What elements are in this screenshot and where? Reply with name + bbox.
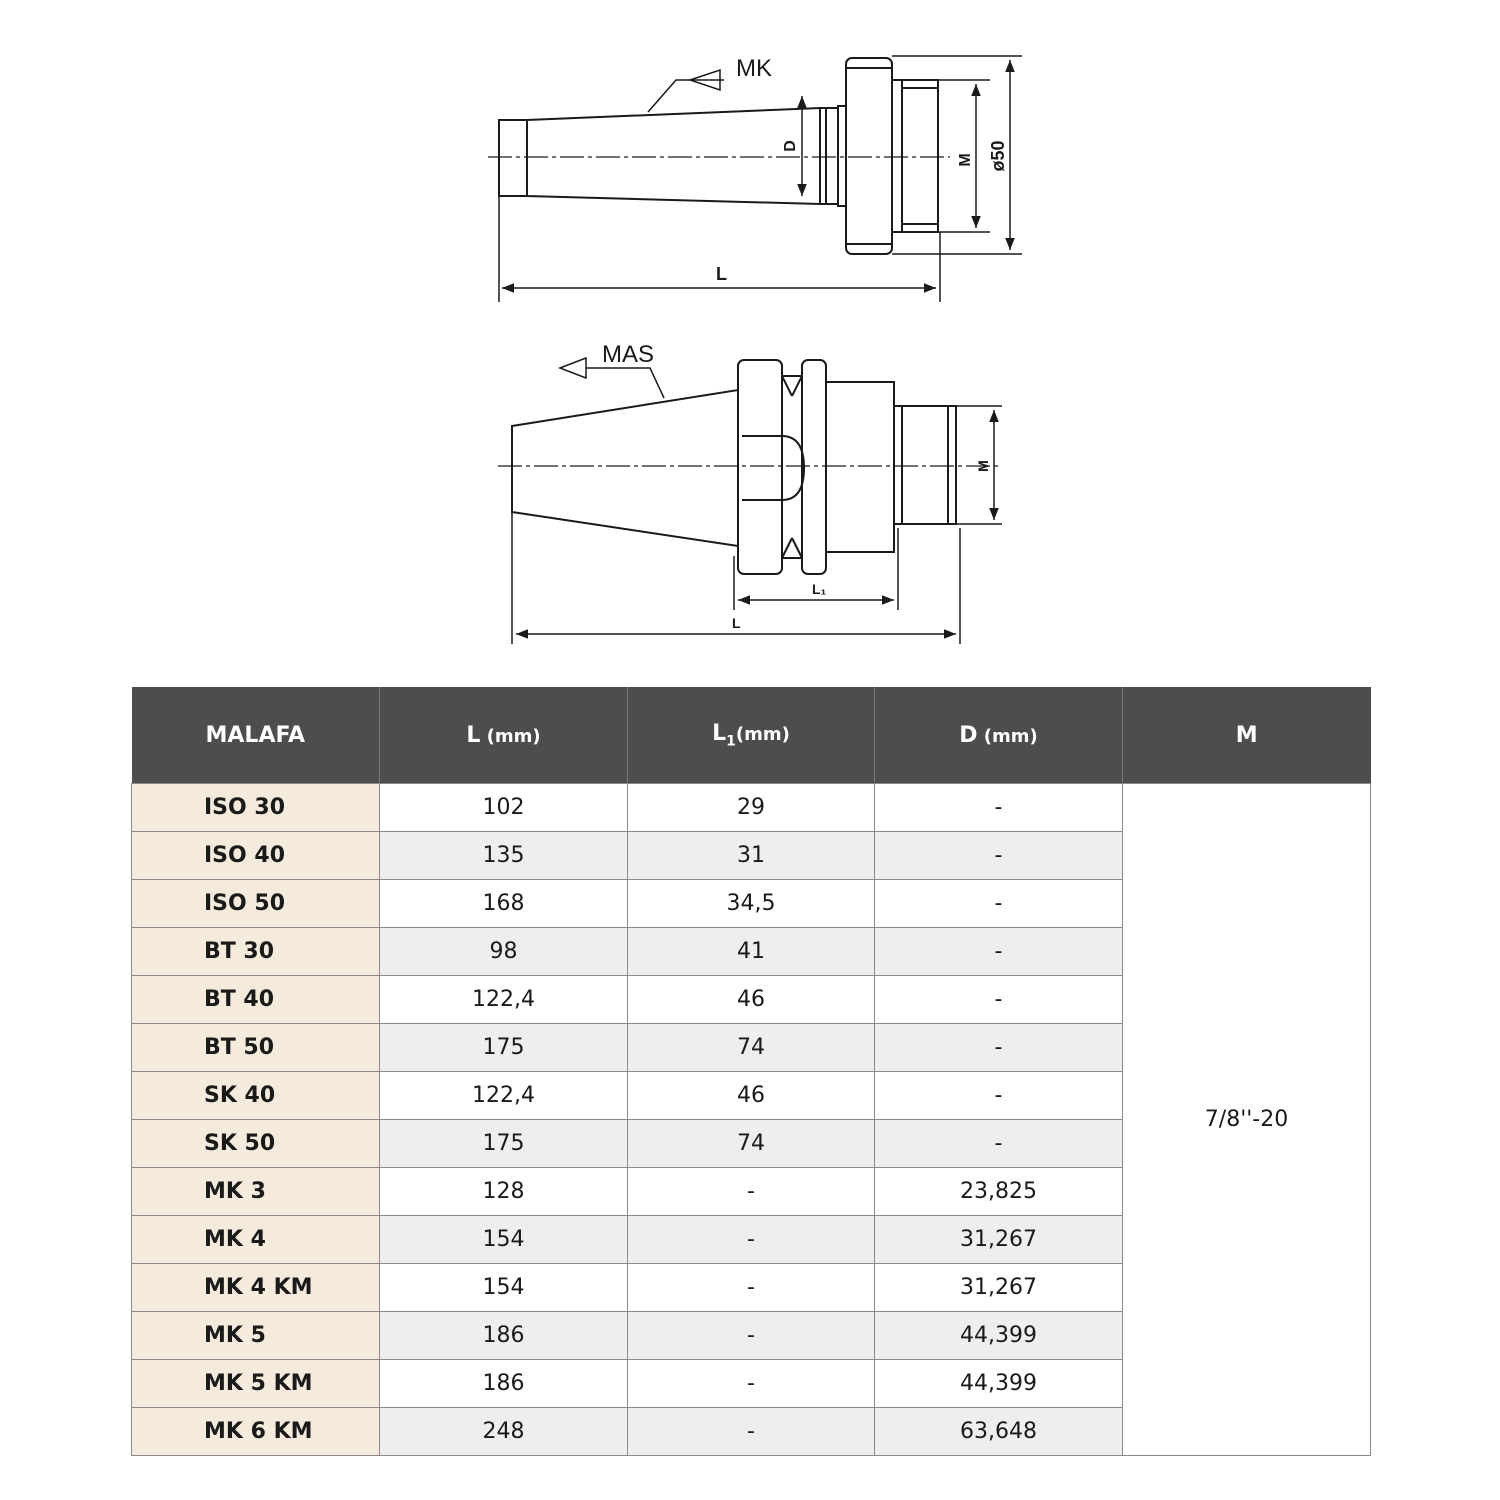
cell-l: 168	[380, 880, 628, 928]
mas-dim-m-label: M	[975, 460, 991, 472]
cell-name: BT 50	[132, 1024, 380, 1072]
cell-l: 154	[380, 1264, 628, 1312]
cell-name: MK 5	[132, 1312, 380, 1360]
cell-name: BT 40	[132, 976, 380, 1024]
cell-name: ISO 40	[132, 832, 380, 880]
cell-l1: 46	[628, 1072, 875, 1120]
mas-taper-label: MAS	[602, 341, 655, 368]
technical-drawings	[0, 0, 1500, 670]
mas-dim-l1-label: L₁	[812, 581, 827, 597]
cell-l1: 41	[628, 928, 875, 976]
cell-name: BT 30	[132, 928, 380, 976]
mk-dim-d-label: D	[782, 140, 799, 152]
cell-l1: 74	[628, 1120, 875, 1168]
cell-name: ISO 50	[132, 880, 380, 928]
cell-l: 186	[380, 1360, 628, 1408]
mas-dim-l-label: L	[732, 615, 741, 631]
mk-dim-diameter-label: ø50	[988, 140, 1008, 172]
cell-name: SK 50	[132, 1120, 380, 1168]
cell-d: -	[875, 928, 1123, 976]
mas-holder-drawing	[498, 358, 1002, 644]
cell-l: 102	[380, 784, 628, 832]
mk-holder-drawing	[488, 56, 1022, 302]
cell-name: SK 40	[132, 1072, 380, 1120]
header-l1: $L_1(mm)$	[628, 687, 875, 784]
cell-name: MK 4 KM	[132, 1264, 380, 1312]
cell-l1: 34,5	[628, 880, 875, 928]
mk-taper-label: MK	[736, 55, 772, 82]
cell-name: MK 3	[132, 1168, 380, 1216]
header-d: D (mm)	[875, 687, 1123, 784]
cell-name: MK 6 KM	[132, 1408, 380, 1456]
cell-l: 135	[380, 832, 628, 880]
cell-l: 122,4	[380, 976, 628, 1024]
cell-d: 63,648	[875, 1408, 1123, 1456]
cell-d: -	[875, 1120, 1123, 1168]
spec-table	[131, 687, 1371, 1456]
cell-name: MK 5 KM	[132, 1360, 380, 1408]
cell-l: 186	[380, 1312, 628, 1360]
header-malafa: MALAFA	[132, 687, 380, 784]
cell-l: 248	[380, 1408, 628, 1456]
cell-l: 128	[380, 1168, 628, 1216]
cell-l: 154	[380, 1216, 628, 1264]
cell-d: -	[875, 976, 1123, 1024]
cell-l1: 46	[628, 976, 875, 1024]
header-l: L (mm)	[380, 687, 628, 784]
header-m: M	[1123, 687, 1371, 784]
cell-d: -	[875, 1072, 1123, 1120]
cell-d: -	[875, 784, 1123, 832]
cell-l1: -	[628, 1360, 875, 1408]
cell-d: 44,399	[875, 1312, 1123, 1360]
table-header-row	[132, 687, 1371, 784]
cell-d: 31,267	[875, 1264, 1123, 1312]
cell-l1: 29	[628, 784, 875, 832]
cell-d: 31,267	[875, 1216, 1123, 1264]
cell-d: 44,399	[875, 1360, 1123, 1408]
cell-d: -	[875, 1024, 1123, 1072]
table-row	[132, 784, 1371, 832]
cell-l: 175	[380, 1024, 628, 1072]
mk-dim-m-label: M	[957, 153, 974, 167]
cell-name: ISO 30	[132, 784, 380, 832]
cell-l1: 74	[628, 1024, 875, 1072]
cell-name: MK 4	[132, 1216, 380, 1264]
cell-l: 122,4	[380, 1072, 628, 1120]
cell-l: 98	[380, 928, 628, 976]
cell-d: 23,825	[875, 1168, 1123, 1216]
cell-l1: -	[628, 1168, 875, 1216]
cell-l1: -	[628, 1216, 875, 1264]
cell-m-merged: 7/8''-20	[1123, 784, 1371, 1456]
cell-d: -	[875, 880, 1123, 928]
cell-l: 175	[380, 1120, 628, 1168]
cell-d: -	[875, 832, 1123, 880]
cell-l1: -	[628, 1408, 875, 1456]
cell-l1: 31	[628, 832, 875, 880]
cell-l1: -	[628, 1312, 875, 1360]
mk-dim-l-label: L	[716, 264, 727, 284]
cell-l1: -	[628, 1264, 875, 1312]
